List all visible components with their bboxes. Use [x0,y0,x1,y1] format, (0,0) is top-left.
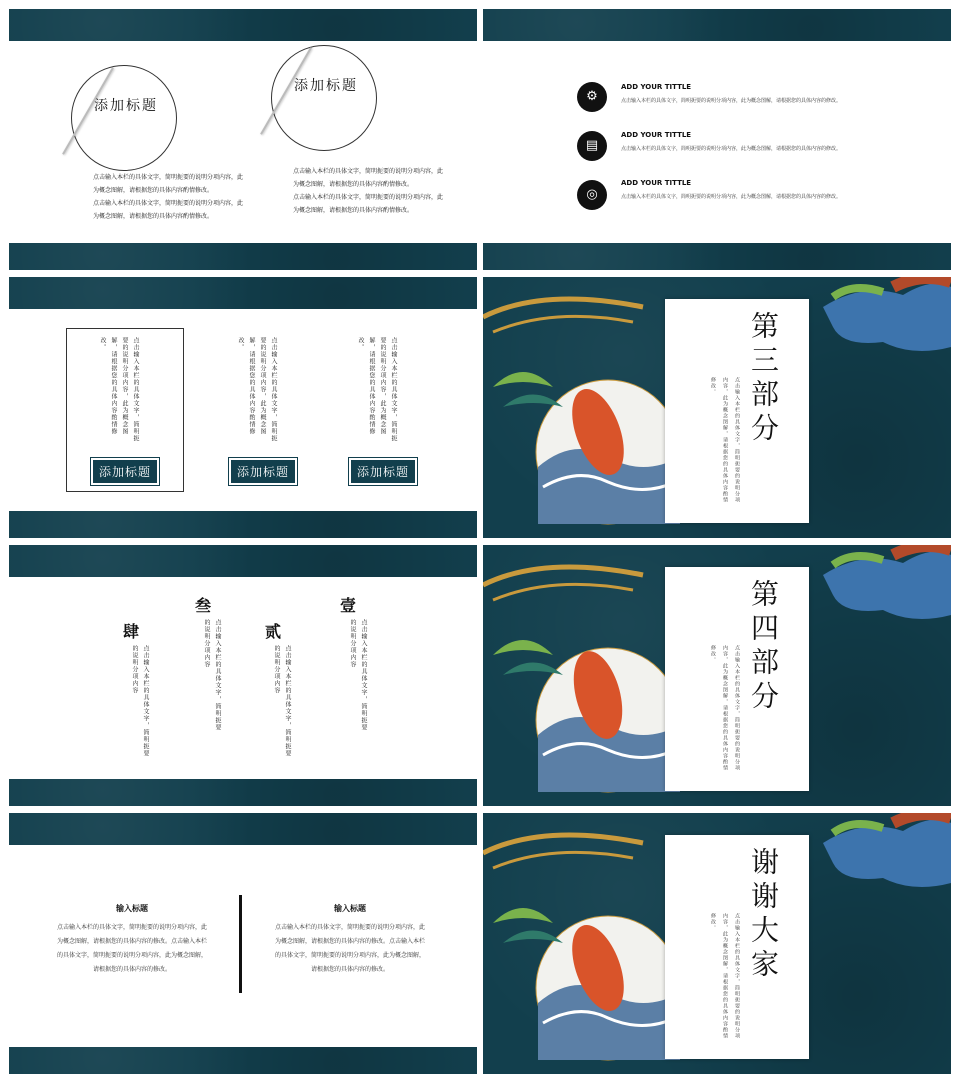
chart-icon: ▤ [577,131,607,161]
section-card [665,567,809,791]
row-title: ADD YOUR TITTLE [621,131,692,139]
row-title: ADD YOUR TITTLE [621,179,692,187]
slide-1 [9,9,477,270]
column-text: 点击输入本栏的具体文字，简明扼要的说明分项内容，此为概念图解，请根据您的具体内容酌情修改。 [357,337,397,442]
section-desc: 点击输入本栏的具体文字，简明扼要的说明分项内容，此为概念图解，请根据您的具体内容的修改。点击输入本栏的具体文字，简明扼要的说明分项内容，此为概念图解，请根据您的具体内容的修改。 [57,924,208,973]
slide-4 [483,277,951,538]
top-band [9,9,477,41]
item-text: 点击输入本栏的具体文字，简明扼要的说明分项内容 [203,619,221,731]
title-badge: 添加标题 [271,45,377,151]
section-desc: 点击输入本栏的具体文字，简明扼要的说明分项内容，此为概念图解，请根据您的具体内容酌情修改。 [710,913,740,1039]
top-band [483,9,951,41]
title-badge: 添加标题 [71,65,177,171]
add-title-button[interactable]: 添加标题 [91,458,159,485]
bottom-band [9,511,477,538]
slide-7 [9,813,477,1074]
slide-5 [9,545,477,806]
add-title-button[interactable]: 添加标题 [229,458,297,485]
item-number: 贰 [265,622,282,641]
slide-3 [9,277,477,538]
section-title: 谢谢大家 [747,847,780,983]
top-band [9,277,477,309]
section-desc: 点击输入本栏的具体文字，简明扼要的说明分项内容，此为概念图解，请根据您的具体内容酌情修改。 [710,645,740,771]
column-text: 点击输入本栏的具体文字，简明扼要的说明分项内容，此为概念图解，请根据您的具体内容酌情修改。 [237,337,277,442]
top-band [9,813,477,845]
item-number: 叁 [195,596,212,615]
bottom-band [483,243,951,270]
section-title: 输入标题 [116,904,148,913]
divider [239,895,242,993]
bottom-band [9,1047,477,1074]
top-band [9,545,477,577]
row-desc: 点击输入本栏的具体文字，简明扼要的说明分项内容，此为概念图解，请根据您的具体内容的修改。 [621,98,842,104]
section-title: 第三部分 [747,311,780,447]
bottom-band [9,779,477,806]
row-desc: 点击输入本栏的具体文字，简明扼要的说明分项内容，此为概念图解，请根据您的具体内容的修改。 [621,146,842,152]
section-title: 第四部分 [747,579,780,715]
item-text: 点击输入本栏的具体文字，简明扼要的说明分项内容 [131,645,149,757]
item-text: 点击输入本栏的具体文字，简明扼要的说明分项内容 [273,645,291,757]
section-card [665,299,809,523]
body-text: 点击输入本栏的具体文字，简明扼要的说明分项内容，此 为概念图解，请根据您的具体内容酌情修改。 点击输入本栏的具体文字，简明扼要的说明分项内容，此 为概念图解，请根据您的具体内容酌情修改。 [93,174,244,220]
row-desc: 点击输入本栏的具体文字，简明扼要的说明分项内容，此为概念图解，请根据您的具体内容的修改。 [621,194,842,200]
item-text: 点击输入本栏的具体文字，简明扼要的说明分项内容 [349,619,367,731]
item-number: 壹 [340,596,357,615]
item-number: 肆 [123,622,140,641]
section-desc: 点击输入本栏的具体文字，简明扼要的说明分项内容，此为概念图解，请根据您的具体内容的修改。点击输入本栏的具体文字，简明扼要的说明分项内容，此为概念图解，请根据您的具体内容的修改。 [275,924,426,973]
section-title: 输入标题 [334,904,366,913]
slide-8 [483,813,951,1074]
column-text: 点击输入本栏的具体文字，简明扼要的说明分项内容，此为概念图解，请根据您的具体内容酌情修改。 [99,337,139,442]
add-title-button[interactable]: 添加标题 [349,458,417,485]
section-desc: 点击输入本栏的具体文字，简明扼要的说明分项内容，此为概念图解，请根据您的具体内容酌情修改。 [710,377,740,503]
bottom-band [9,243,477,270]
slide-6 [483,545,951,806]
section-card [665,835,809,1059]
gear-icon: ⚙ [577,82,607,112]
cycle-icon: ◎ [577,180,607,210]
row-title: ADD YOUR TITTLE [621,83,692,91]
slide-2 [483,9,951,270]
body-text: 点击输入本栏的具体文字，简明扼要的说明分项内容，此 为概念图解，请根据您的具体内容酌情修改。 点击输入本栏的具体文字，简明扼要的说明分项内容，此 为概念图解，请根据您的具体内容酌情修改。 [293,168,444,214]
